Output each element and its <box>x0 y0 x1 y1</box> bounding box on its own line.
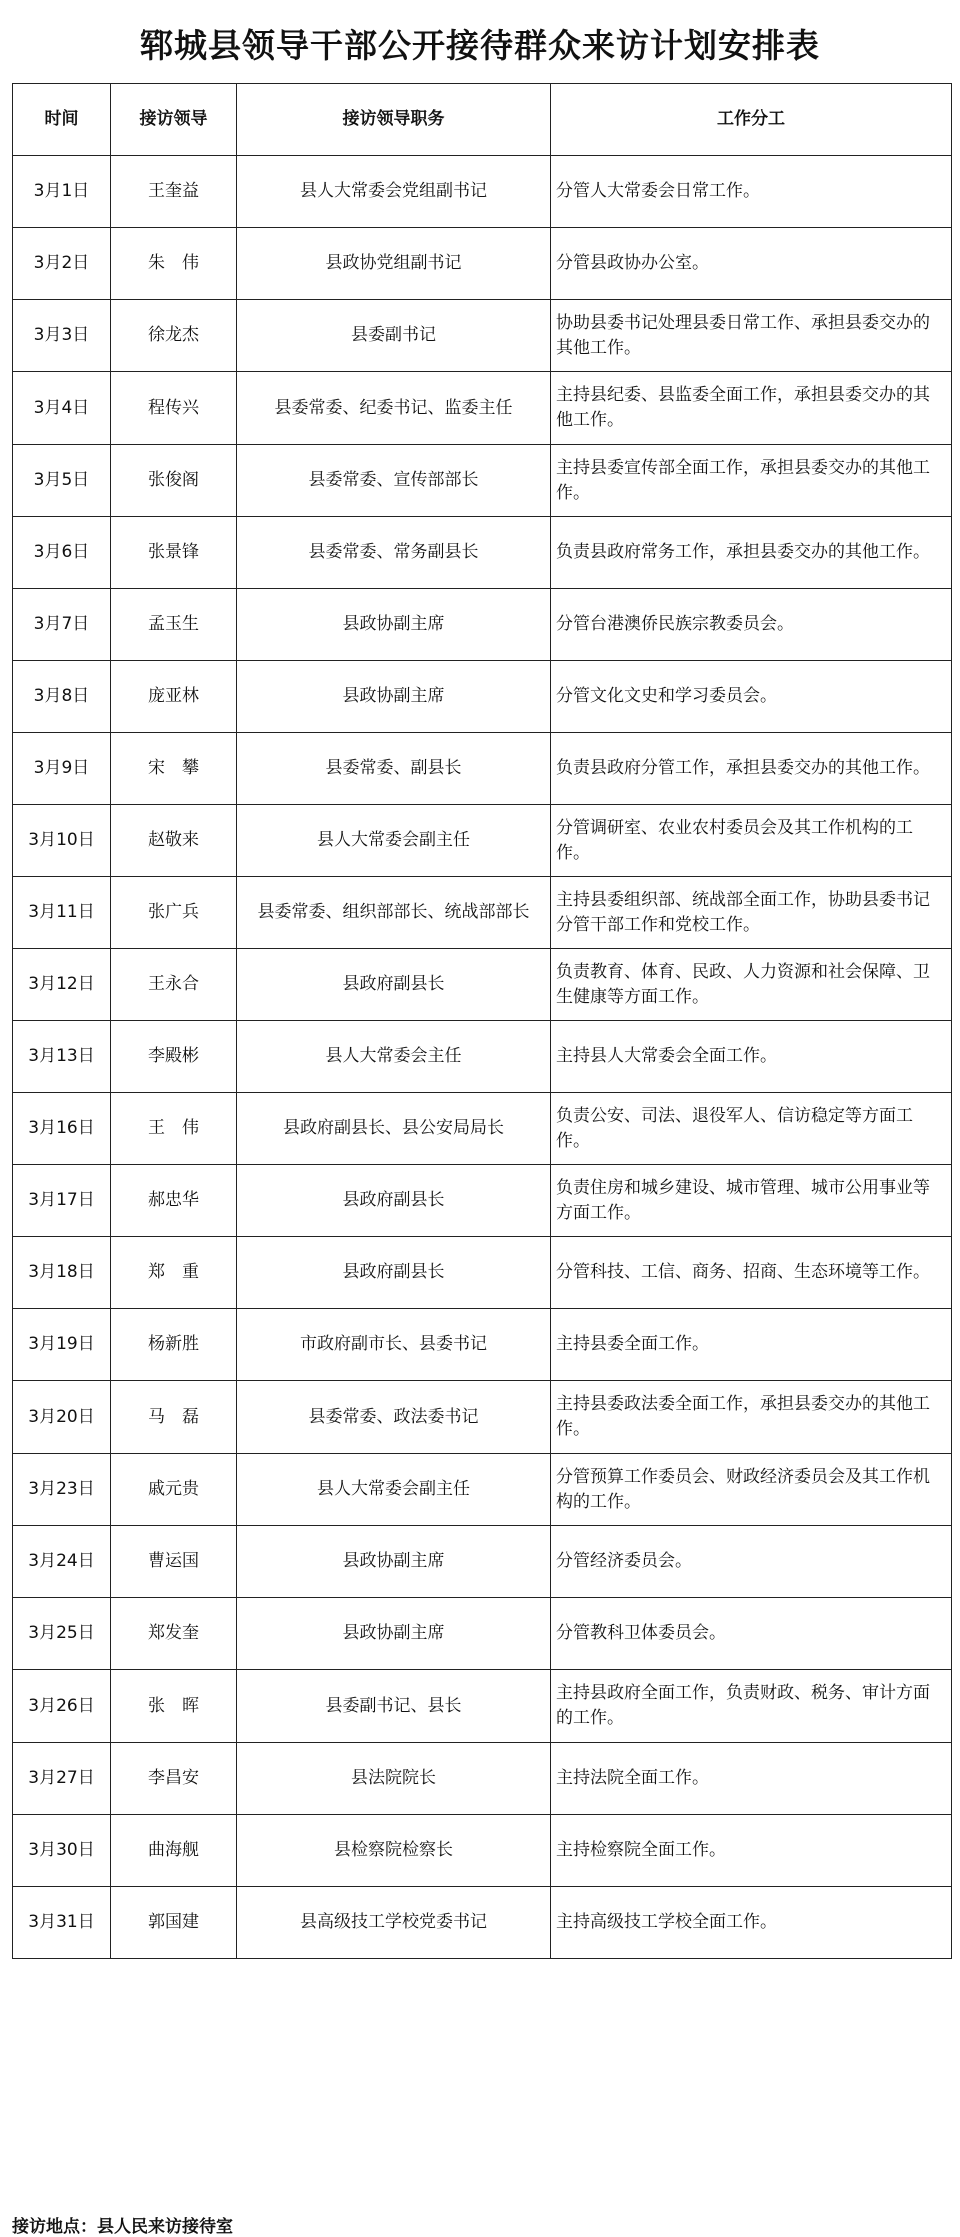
cell-date: 3月17日 <box>13 1165 111 1237</box>
cell-date: 3月24日 <box>13 1526 111 1598</box>
cell-position: 县政协党组副书记 <box>237 228 551 300</box>
cell-date: 3月6日 <box>13 517 111 589</box>
cell-position: 县委常委、政法委书记 <box>237 1381 551 1454</box>
cell-position: 县委常委、副县长 <box>237 733 551 805</box>
table-row <box>13 1454 952 1526</box>
cell-duty: 分管调研室、农业农村委员会及其工作机构的工作。 <box>551 805 952 877</box>
cell-leader: 朱 伟 <box>111 228 237 300</box>
cell-position: 县政协副主席 <box>237 1598 551 1670</box>
table-row <box>13 372 952 445</box>
cell-leader: 杨新胜 <box>111 1309 237 1381</box>
cell-leader: 郭国建 <box>111 1887 237 1959</box>
cell-position: 县政府副县长 <box>237 1165 551 1237</box>
cell-position: 县法院院长 <box>237 1743 551 1815</box>
table-row <box>13 949 952 1021</box>
cell-leader: 孟玉生 <box>111 589 237 661</box>
header-duty: 工作分工 <box>551 84 952 156</box>
cell-position: 县人大常委会主任 <box>237 1021 551 1093</box>
cell-leader: 李昌安 <box>111 1743 237 1815</box>
cell-leader: 张 晖 <box>111 1670 237 1743</box>
cell-leader: 郑发奎 <box>111 1598 237 1670</box>
cell-position: 县委副书记 <box>237 300 551 372</box>
schedule-table <box>12 83 952 1959</box>
table-row <box>13 661 952 733</box>
cell-duty: 协助县委书记处理县委日常工作、承担县委交办的其他工作。 <box>551 300 952 372</box>
cell-position: 县委常委、宣传部部长 <box>237 445 551 517</box>
cell-duty: 主持县人大常委会全面工作。 <box>551 1021 952 1093</box>
cell-leader: 王永合 <box>111 949 237 1021</box>
cell-date: 3月9日 <box>13 733 111 805</box>
cell-duty: 主持县委宣传部全面工作，承担县委交办的其他工作。 <box>551 445 952 517</box>
table-row <box>13 156 952 228</box>
cell-position: 县委常委、纪委书记、监委主任 <box>237 372 551 445</box>
table-row <box>13 1237 952 1309</box>
cell-date: 3月11日 <box>13 877 111 949</box>
table-row <box>13 805 952 877</box>
cell-date: 3月19日 <box>13 1309 111 1381</box>
table-row <box>13 1670 952 1743</box>
cell-duty: 主持检察院全面工作。 <box>551 1815 952 1887</box>
cell-leader: 王奎益 <box>111 156 237 228</box>
table-row <box>13 228 952 300</box>
table-row <box>13 300 952 372</box>
cell-position: 市政府副市长、县委书记 <box>237 1309 551 1381</box>
cell-date: 3月31日 <box>13 1887 111 1959</box>
cell-date: 3月10日 <box>13 805 111 877</box>
cell-position: 县人大常委会副主任 <box>237 1454 551 1526</box>
cell-duty: 分管人大常委会日常工作。 <box>551 156 952 228</box>
cell-duty: 负责公安、司法、退役军人、信访稳定等方面工作。 <box>551 1093 952 1165</box>
cell-duty: 负责住房和城乡建设、城市管理、城市公用事业等方面工作。 <box>551 1165 952 1237</box>
cell-position: 县政府副县长 <box>237 949 551 1021</box>
cell-duty: 主持县纪委、县监委全面工作，承担县委交办的其他工作。 <box>551 372 952 445</box>
cell-position: 县委副书记、县长 <box>237 1670 551 1743</box>
cell-leader: 庞亚林 <box>111 661 237 733</box>
cell-duty: 主持高级技工学校全面工作。 <box>551 1887 952 1959</box>
cell-duty: 分管县政协办公室。 <box>551 228 952 300</box>
cell-leader: 曹运国 <box>111 1526 237 1598</box>
cell-duty: 主持县委全面工作。 <box>551 1309 952 1381</box>
cell-position: 县政府副县长、县公安局局长 <box>237 1093 551 1165</box>
cell-date: 3月16日 <box>13 1093 111 1165</box>
cell-position: 县人大常委会副主任 <box>237 805 551 877</box>
cell-date: 3月8日 <box>13 661 111 733</box>
table-row <box>13 1526 952 1598</box>
cell-position: 县政协副主席 <box>237 589 551 661</box>
header-date: 时间 <box>13 84 111 156</box>
table-row <box>13 1381 952 1454</box>
cell-position: 县人大常委会党组副书记 <box>237 156 551 228</box>
table-header-row <box>13 84 952 156</box>
cell-date: 3月4日 <box>13 372 111 445</box>
cell-duty: 主持法院全面工作。 <box>551 1743 952 1815</box>
cell-leader: 张广兵 <box>111 877 237 949</box>
table-row <box>13 1021 952 1093</box>
cell-duty: 分管文化文史和学习委员会。 <box>551 661 952 733</box>
cell-leader: 郝忠华 <box>111 1165 237 1237</box>
cell-date: 3月1日 <box>13 156 111 228</box>
cell-leader: 赵敬来 <box>111 805 237 877</box>
cell-position: 县政协副主席 <box>237 1526 551 1598</box>
table-row <box>13 1165 952 1237</box>
header-leader: 接访领导 <box>111 84 237 156</box>
cell-date: 3月7日 <box>13 589 111 661</box>
table-row <box>13 1598 952 1670</box>
cell-duty: 负责教育、体育、民政、人力资源和社会保障、卫生健康等方面工作。 <box>551 949 952 1021</box>
cell-leader: 王 伟 <box>111 1093 237 1165</box>
visit-location: 接访地点：县人民来访接待室 <box>12 2217 233 2237</box>
page-title: 郓城县领导干部公开接待群众来访计划安排表 <box>140 26 820 65</box>
table-row <box>13 445 952 517</box>
cell-leader: 郑 重 <box>111 1237 237 1309</box>
cell-duty: 主持县委组织部、统战部全面工作，协助县委书记分管干部工作和党校工作。 <box>551 877 952 949</box>
cell-duty: 分管教科卫体委员会。 <box>551 1598 952 1670</box>
table-row <box>13 877 952 949</box>
cell-date: 3月27日 <box>13 1743 111 1815</box>
table-row <box>13 733 952 805</box>
cell-position: 县委常委、常务副县长 <box>237 517 551 589</box>
cell-date: 3月5日 <box>13 445 111 517</box>
cell-date: 3月30日 <box>13 1815 111 1887</box>
cell-position: 县检察院检察长 <box>237 1815 551 1887</box>
cell-position: 县政府副县长 <box>237 1237 551 1309</box>
cell-duty: 分管台港澳侨民族宗教委员会。 <box>551 589 952 661</box>
cell-leader: 徐龙杰 <box>111 300 237 372</box>
cell-leader: 马 磊 <box>111 1381 237 1454</box>
table-row <box>13 1887 952 1959</box>
table-row <box>13 1815 952 1887</box>
cell-leader: 戚元贵 <box>111 1454 237 1526</box>
cell-date: 3月26日 <box>13 1670 111 1743</box>
cell-leader: 程传兴 <box>111 372 237 445</box>
cell-duty: 分管经济委员会。 <box>551 1526 952 1598</box>
cell-position: 县高级技工学校党委书记 <box>237 1887 551 1959</box>
table-row <box>13 1309 952 1381</box>
cell-duty: 主持县政府全面工作，负责财政、税务、审计方面的工作。 <box>551 1670 952 1743</box>
cell-leader: 李殿彬 <box>111 1021 237 1093</box>
cell-duty: 负责县政府常务工作，承担县委交办的其他工作。 <box>551 517 952 589</box>
cell-duty: 负责县政府分管工作，承担县委交办的其他工作。 <box>551 733 952 805</box>
cell-leader: 张景锋 <box>111 517 237 589</box>
cell-date: 3月12日 <box>13 949 111 1021</box>
cell-date: 3月13日 <box>13 1021 111 1093</box>
cell-position: 县委常委、组织部部长、统战部部长 <box>237 877 551 949</box>
cell-date: 3月23日 <box>13 1454 111 1526</box>
table-row <box>13 517 952 589</box>
cell-date: 3月2日 <box>13 228 111 300</box>
cell-date: 3月18日 <box>13 1237 111 1309</box>
cell-leader: 张俊阁 <box>111 445 237 517</box>
cell-duty: 分管科技、工信、商务、招商、生态环境等工作。 <box>551 1237 952 1309</box>
cell-date: 3月20日 <box>13 1381 111 1454</box>
cell-position: 县政协副主席 <box>237 661 551 733</box>
table-row <box>13 1093 952 1165</box>
cell-leader: 曲海舰 <box>111 1815 237 1887</box>
table-body <box>13 156 952 1959</box>
table-row <box>13 1743 952 1815</box>
cell-date: 3月3日 <box>13 300 111 372</box>
table-row <box>13 589 952 661</box>
header-position: 接访领导职务 <box>237 84 551 156</box>
cell-leader: 宋 攀 <box>111 733 237 805</box>
cell-date: 3月25日 <box>13 1598 111 1670</box>
cell-duty: 分管预算工作委员会、财政经济委员会及其工作机构的工作。 <box>551 1454 952 1526</box>
cell-duty: 主持县委政法委全面工作，承担县委交办的其他工作。 <box>551 1381 952 1454</box>
